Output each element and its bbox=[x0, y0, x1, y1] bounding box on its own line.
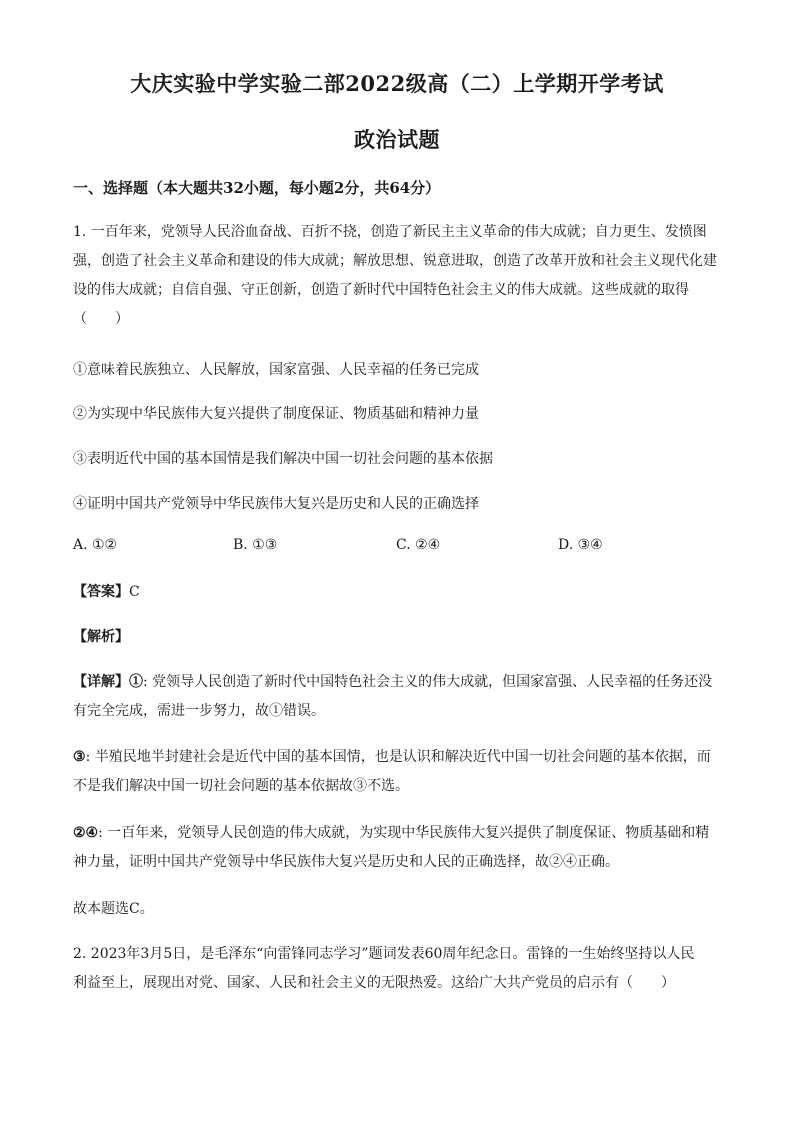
stem-line: 设的伟大成就；自信自强、守正创新，创造了新时代中国特色社会主义的伟大成就。这些成就的取得 bbox=[73, 282, 689, 298]
choice-b: B. ①③ bbox=[233, 537, 278, 553]
statement-1: ①意味着民族独立、人民解放，国家富强、人民幸福的任务已完成 bbox=[73, 362, 479, 378]
conclusion: 故本题选C。 bbox=[73, 901, 154, 917]
detail3-line-2: 神力量，证明中国共产党领导中华民族伟大复兴是历史和人民的正确选择，故②④正确。 bbox=[73, 854, 619, 870]
statement-3: ③表明近代中国的基本国情是我们解决中国一切社会问题的基本依据 bbox=[73, 451, 493, 467]
detail1-marker: ① bbox=[129, 674, 143, 690]
statement-2: ②为实现中华民族伟大复兴提供了制度保证、物质基础和精神力量 bbox=[73, 406, 479, 422]
detail3-marker: ②④ bbox=[73, 825, 99, 841]
detail-paragraph-1 bbox=[73, 668, 721, 726]
stem-line: 强，创造了社会主义革命和建设的伟大成就；解放思想、锐意进取，创造了改革开放和社会主义现代化建 bbox=[73, 253, 717, 269]
answer-row bbox=[73, 581, 140, 601]
detail-paragraph-3 bbox=[73, 819, 721, 877]
detail-paragraph-2 bbox=[73, 743, 721, 801]
section-heading: 一、选择题（本大题共32小题，每小题2分，共64分） bbox=[73, 179, 441, 197]
detail2-line-1: : 半殖民地半封建社会是近代中国的基本国情，也是认识和解决近代中国一切社会问题的基本依据，而 bbox=[85, 749, 711, 765]
choice-a: A. ①② bbox=[73, 537, 118, 553]
detail-line bbox=[73, 743, 721, 772]
detail1-line-1: : 党领导人民创造了新时代中国特色社会主义的伟大成就，但国家富强、人民幸福的任务还没 bbox=[143, 674, 713, 690]
question-2-stem bbox=[73, 940, 721, 998]
analysis-label-text: 【解析】 bbox=[73, 629, 129, 645]
answer-label: 【答案】 bbox=[73, 584, 129, 600]
detail-label: 【详解】 bbox=[73, 674, 129, 690]
detail2-marker: ③ bbox=[73, 749, 86, 765]
detail-line bbox=[73, 819, 721, 848]
choice-d: D. ③④ bbox=[558, 537, 603, 553]
stem-line: （ ） bbox=[73, 311, 129, 327]
choice-c: C. ②④ bbox=[396, 537, 441, 553]
question-1-stem bbox=[73, 218, 721, 334]
detail-line bbox=[73, 668, 721, 697]
stem-line: 2. 2023年3月5日，是毛泽东“向雷锋同志学习”题词发表60周年纪念日。雷锋的一生始终坚持以人民 bbox=[73, 946, 695, 962]
detail3-line-1: : 一百年来，党领导人民创造的伟大成就，为实现中华民族伟大复兴提供了制度保证、物质基础和精 bbox=[98, 825, 710, 841]
exam-title: 大庆实验中学实验二部2022级高（二）上学期开学考试 bbox=[130, 71, 664, 96]
stem-line: 1. 一百年来，党领导人民浴血奋战、百折不挠，创造了新民主主义革命的伟大成就；自力更生、发愤图 bbox=[73, 224, 707, 240]
detail1-line-2: 有完全完成，需进一步努力，故①错误。 bbox=[73, 703, 325, 719]
detail2-line-2: 不是我们解决中国一切社会问题的基本依据故③不选。 bbox=[73, 778, 409, 794]
answer-choices bbox=[0, 537, 794, 557]
statement-4: ④证明中国共产党领导中华民族伟大复兴是历史和人民的正确选择 bbox=[73, 496, 479, 512]
stem-line: 利益至上，展现出对党、国家、人民和社会主义的无限热爱。这给广大共产党员的启示有（ ） bbox=[73, 975, 675, 991]
answer-value: C bbox=[129, 584, 140, 600]
analysis-label bbox=[73, 626, 129, 646]
subject-title: 政治试题 bbox=[354, 127, 440, 152]
